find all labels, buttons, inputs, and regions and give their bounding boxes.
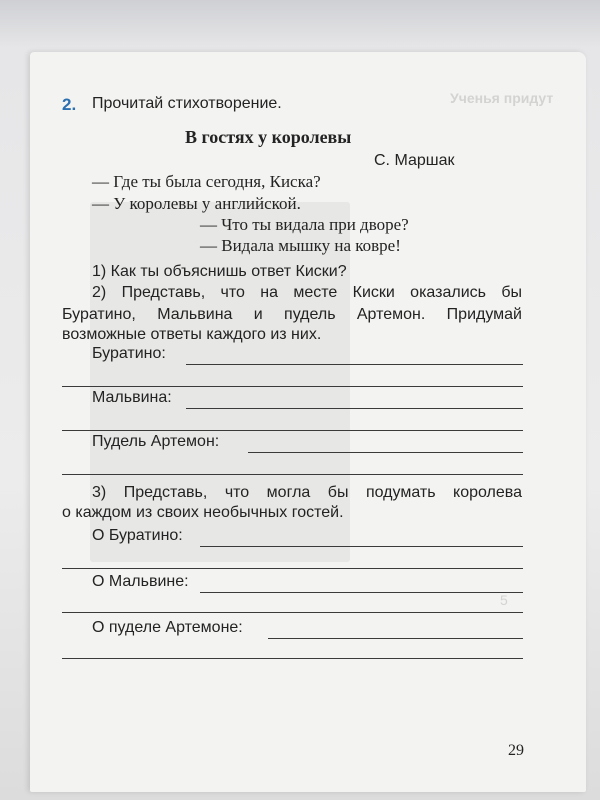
answer-label-artemon: Пудель Артемон: [92, 433, 220, 450]
question-3-line: о каждом из своих необычных гостей. [62, 504, 344, 521]
answer-line[interactable] [62, 612, 523, 613]
answer-line[interactable] [186, 408, 523, 409]
answer-line[interactable] [62, 386, 523, 387]
answer-label-about-buratino: О Буратино: [92, 527, 183, 544]
answer-line[interactable] [268, 638, 523, 639]
answer-label-about-malvina: О Мальвине: [92, 573, 189, 590]
answer-line[interactable] [200, 546, 523, 547]
answer-line[interactable] [62, 430, 523, 431]
answer-label-malvina: Мальвина: [92, 389, 172, 406]
answer-label-about-artemon: О пуделе Артемоне: [92, 619, 243, 636]
question-2-line: Буратино, Мальвина и пудель Артемон. Придумай [62, 306, 522, 323]
task-number: 2. [62, 95, 77, 114]
answer-line[interactable] [200, 592, 523, 593]
answer-line[interactable] [62, 568, 523, 569]
bleed-through-text: Ученья придут [450, 90, 554, 106]
page-number: 29 [508, 742, 524, 759]
question-1: 1) Как ты объяснишь ответ Киски? [92, 263, 347, 280]
poem-line: — У королевы у английской. [92, 194, 301, 213]
bleed-through-text: 5 [500, 592, 508, 608]
poem-line: — Видала мышку на ковре! [200, 236, 401, 255]
answer-line[interactable] [62, 658, 523, 659]
answer-line[interactable] [186, 364, 523, 365]
poem-line: — Где ты была сегодня, Киска? [92, 172, 321, 191]
poem-author: С. Маршак [374, 152, 455, 169]
question-2-line: 2) Представь, что на месте Киски оказались бы [92, 284, 522, 301]
answer-line[interactable] [248, 452, 523, 453]
workbook-page [30, 52, 586, 792]
answer-line[interactable] [62, 474, 523, 475]
question-3-line: 3) Представь, что могла бы подумать королева [92, 484, 522, 501]
answer-label-buratino: Буратино: [92, 345, 166, 362]
poem-title: В гостях у королевы [185, 127, 352, 147]
question-2-line: возможные ответы каждого из них. [62, 326, 322, 343]
task-instruction: Прочитай стихотворение. [92, 95, 282, 112]
poem-line: — Что ты видала при дворе? [200, 215, 409, 234]
